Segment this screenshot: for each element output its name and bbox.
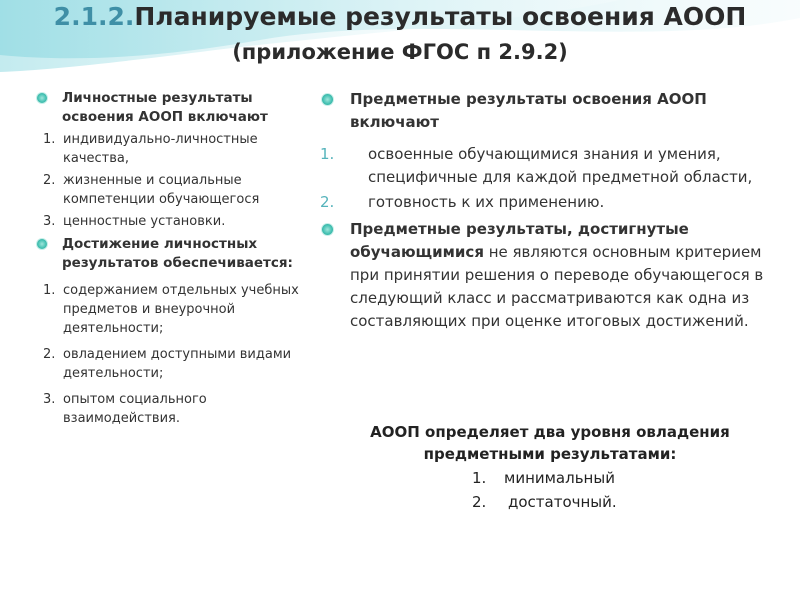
list-item: 2. готовность к их применению. xyxy=(320,193,605,211)
list-item: 3. опытом социального взаимодействия. xyxy=(43,392,207,426)
summary-item-sufficient: достаточный. xyxy=(508,493,617,511)
bullet-icon xyxy=(322,94,333,105)
summary-item-minimal: минимальный xyxy=(504,469,615,487)
section-number: 2.1.2. xyxy=(53,2,135,31)
list-item: 3. ценностные установки. xyxy=(43,214,226,229)
achieved-results-text: не являются основным критерием при принятии решения о переводе обучающегося в следующий класс и рассматриваются как одна из составляющих при оценке итоговых достижений. xyxy=(350,243,764,330)
summary-item-number: 2. xyxy=(472,493,487,511)
slide-subtitle: (приложение ФГОС п 2.9.2) xyxy=(232,40,568,64)
list-item: 1. освоенные обучающимися знания и умения, специфичные для каждой предметной области, xyxy=(320,145,753,186)
slide-title xyxy=(0,0,800,34)
summary-item-number: 1. xyxy=(472,469,487,487)
right-heading-achieved-results: Предметные результаты, достигнутые обучающимися не являются основным критерием при принятии решения о переводе обучающегося в следующий класс и рассматриваются как одна из составляющих при оценке итоговых достижений. xyxy=(320,218,775,333)
list-item: 1. индивидуально-личностные качества, xyxy=(43,132,258,166)
list-item: 2. жизненные и социальные компетенции обучающегося xyxy=(43,173,260,207)
summary-title: АООП определяет два уровня овладения предметными результатами: xyxy=(370,423,730,463)
bullet-icon xyxy=(322,224,333,235)
bullet-icon xyxy=(37,93,47,103)
right-column xyxy=(320,88,775,333)
slide-title-text: Планируемые результаты освоения АООП xyxy=(134,2,747,31)
list-item: 2. овладением доступными видами деятельности; xyxy=(43,347,292,381)
left-heading-achievement: Достижение личностных результатов обеспечивается: xyxy=(35,235,305,273)
bullet-icon xyxy=(37,239,47,249)
left-column xyxy=(35,89,305,428)
list-item: 1. содержанием отдельных учебных предметов и внеурочной деятельности; xyxy=(43,283,299,336)
left-heading-personal-results: Личностные результаты освоения АООП включают xyxy=(35,89,305,127)
right-heading-subject-results: Предметные результаты освоения АООП включают xyxy=(320,88,775,134)
